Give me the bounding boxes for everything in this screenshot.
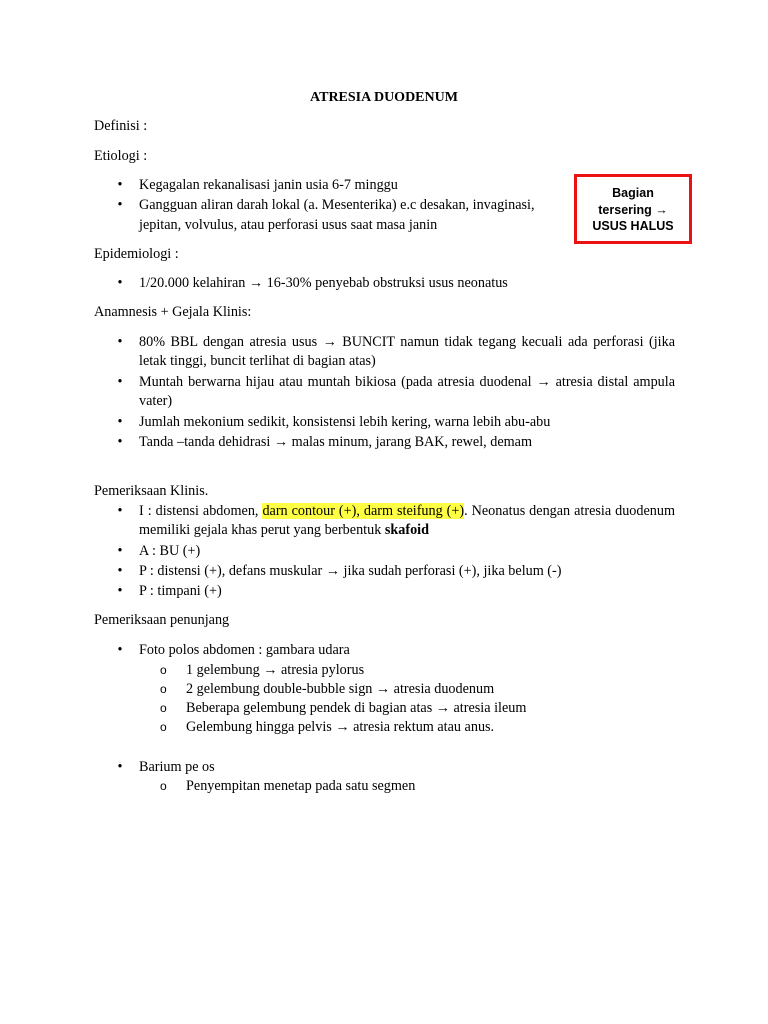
bullet-icon: • — [117, 334, 123, 350]
list-item-text: Jumlah mekonium sedikit, konsistensi lebih kering, warna lebih abu-abu — [139, 414, 551, 430]
bullet-icon: • — [117, 414, 123, 430]
epidemiologi-label: Epidemiologi : — [94, 246, 179, 262]
callout-box — [574, 174, 692, 244]
page-title: ATRESIA DUODENUM — [310, 90, 458, 105]
anamnesis-label: Anamnesis + Gejala Klinis: — [94, 304, 252, 320]
list-item-text: jepitan, volvulus, atau perforasi usus saat masa janin — [139, 217, 438, 233]
bold-term: skafoid — [384, 522, 429, 538]
list-item-text: A : BU (+) — [139, 543, 201, 559]
sub-bullet-icon: o — [160, 779, 167, 793]
bullet-icon: • — [117, 759, 123, 775]
list-item-text: Tanda –tanda dehidrasi → malas minum, jarang BAK, rewel, demam — [139, 434, 532, 450]
list-item-text: Foto polos abdomen : gambara udara — [139, 642, 350, 658]
list-item-text: Gangguan aliran darah lokal (a. Mesenterika) e.c desakan, invaginasi, — [139, 197, 535, 213]
sub-list-item-text: Penyempitan menetap pada satu segmen — [186, 778, 416, 794]
bullet-icon: • — [117, 197, 123, 213]
list-item-text: Barium pe os — [139, 759, 215, 775]
highlighted-text: darn contour (+), darm steifung (+) — [262, 503, 465, 519]
list-item-text: P : timpani (+) — [139, 583, 222, 599]
bullet-icon: • — [117, 275, 123, 291]
sub-bullet-icon: o — [160, 701, 167, 715]
sub-bullet-icon: o — [160, 720, 167, 734]
sub-bullet-icon: o — [160, 682, 167, 696]
sub-list-item-text: 1 gelembung → atresia pylorus — [186, 662, 365, 678]
callout-line: Bagian — [612, 186, 654, 200]
pemeriksaan-klinis-label: Pemeriksaan Klinis. — [94, 483, 209, 499]
bullet-icon: • — [117, 503, 123, 519]
list-item-text: 1/20.000 kelahiran → 16-30% penyebab obstruksi usus neonatus — [139, 275, 508, 291]
definisi-label: Definisi : — [94, 118, 148, 134]
list-item-text: 80% BBL dengan atresia usus → BUNCIT namun tidak tegang kecuali ada perforasi (jika letak tinggi, buncit terlihat di bagian atas) — [139, 334, 675, 369]
callout-line: tersering → — [598, 202, 668, 217]
sub-bullet-icon: o — [160, 663, 167, 677]
bullet-icon: • — [117, 374, 123, 390]
bullet-icon: • — [117, 583, 123, 599]
bullet-icon: • — [117, 543, 123, 559]
sub-list-item-text: Gelembung hingga pelvis → atresia rektum atau anus. — [186, 719, 495, 735]
penunjang-label: Pemeriksaan penunjang — [94, 612, 230, 628]
list-item-text: P : distensi (+), defans muskular → jika sudah perforasi (+), jika belum (-) — [139, 563, 562, 579]
list-item-text: Kegagalan rekanalisasi janin usia 6-7 minggu — [139, 177, 398, 193]
bullet-icon: • — [117, 563, 123, 579]
list-item-text — [139, 502, 675, 540]
callout-line: USUS HALUS — [592, 219, 674, 233]
sub-list-item-text: 2 gelembung double-bubble sign → atresia duodenum — [186, 681, 495, 697]
etiologi-label: Etiologi : — [94, 148, 148, 164]
sub-list-item-text: Beberapa gelembung pendek di bagian atas → atresia ileum — [186, 700, 527, 716]
inspection-prefix: I : distensi abdomen, — [139, 503, 263, 519]
bullet-icon: • — [117, 177, 123, 193]
list-item-text: Muntah berwarna hijau atau muntah bikiosa (pada atresia duodenal → atresia distal ampula vater) — [139, 374, 675, 409]
bullet-icon: • — [117, 434, 123, 450]
bullet-icon: • — [117, 642, 123, 658]
inspection-middle: . Neonatus dengan atresia duodenum memiliki gejala khas perut yang berbentuk — [139, 503, 675, 538]
